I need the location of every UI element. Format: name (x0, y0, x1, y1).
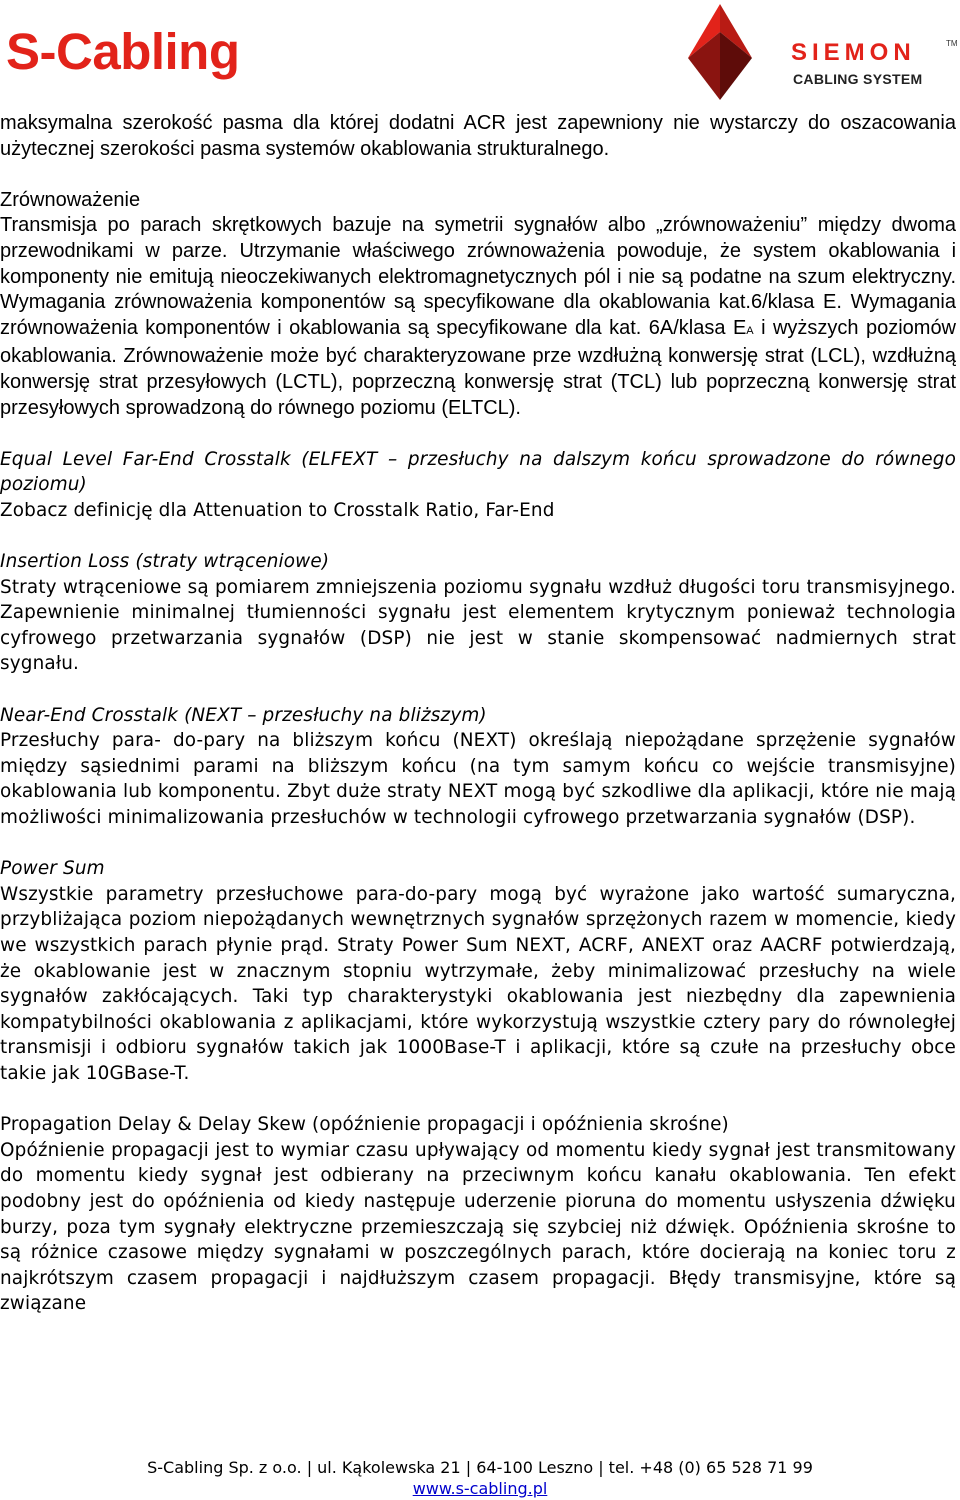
balance-section (0, 188, 956, 421)
footer-website-link[interactable]: www.s-cabling.pl (412, 1479, 548, 1498)
insertion-loss-section (0, 549, 956, 677)
s-cabling-logo: S-Cabling (6, 23, 240, 80)
elfext-section (0, 447, 956, 524)
page-footer (0, 1457, 960, 1499)
balance-text-3: i wyższych poziomów okablowania. Zrównoważenie może być charakteryzowane prze wzdłużną konwersję strat (LCL), wzdłużną konwersję strat przesyłowych (LCTL), poprzeczną konwersję strat (TCL) lub poprzeczną konwersję strat przesyłowych sprowadzoną do równego poziomu (ELTCL). (0, 316, 957, 419)
footer-address: S-Cabling Sp. z o.o. | ul. Kąkolewska 21 | 64-100 Leszno | tel. +48 (0) 65 528 71 99 (147, 1458, 813, 1477)
next-paragraph: Przesłuchy para- do-pary na bliższym końcu (NEXT) określają niepożądane sprzężenie sygnałów między sąsiednimi parami na bliższym końcu (na tym samym końcu co wejście transmisyjne) okablowania lub komponentu. Zbyt duże straty NEXT mogą być szkodliwe dla aplikacji, które nie mają możliwości minimalizowania przesłuchów w technologii cyfrowego przetwarzania sygnałów (DSP). (0, 730, 956, 829)
next-heading: Near-End Crosstalk (NEXT – przesłuchy na bliższym) (0, 704, 487, 726)
siemon-emblem-icon (668, 2, 778, 102)
balance-subscript: A (746, 324, 754, 337)
insertion-loss-paragraph: Straty wtrąceniowe są pomiarem zmniejszenia poziomu sygnału wzdłuż długości toru transmisyjnego. Zapewnienie minimalnej tłumienności sygnału jest elementem krytycznym ponieważ technologia cyfrowego przetwarzania sygnałów (DSP) nie jest w stanie skompensować nadmiernych strat sygnału. (0, 576, 956, 675)
next-section (0, 703, 956, 831)
power-sum-heading: Power Sum (0, 858, 105, 880)
balance-heading: Zrównoważenie (0, 188, 141, 211)
page-header (0, 0, 960, 105)
intro-paragraph: maksymalna szerokość pasma dla której dodatni ACR jest zapewniony nie wystarczy do oszacowania użytecznej szerokości pasma systemów okablowania strukturalnego. (0, 112, 956, 160)
balance-text-1: Transmisja po parach skrętkowych bazuje na symetrii sygnałów albo „zrównoważeniu” między dwoma przewodnikami w parze. (0, 214, 956, 262)
power-sum-paragraph: Wszystkie parametry przesłuchowe para-do-pary mogą być wyrażone jako wartość sumaryczna, przybliżająca poziom niepożądanych wewnętrznych sygnałów sprzężonych razem w momencie, kiedy we wszystkich parach płynie prąd. Straty Power Sum NEXT, ACRF, ANEXT oraz AACRF potwierdzają, że okablowanie jest w znacznym stopniu wytrzymałe, żeby minimalizować przesłuchy na wiele sygnałów zakłócających. Taki typ charakterystyki okablowania jest niezbędny dla zapewnienia kompatybilności okablowania z aplikacjami, które wykorzystują wszystkie cztery pary do równoległej transmisji i odbioru sygnałów takich jak 1000Base-T i aplikacji, które są czułe na przesłuchy obce takie jak 10GBase-T. (0, 883, 956, 1084)
cabling-system-subtitle: CABLING SYSTEM (793, 71, 923, 87)
siemon-wordmark: SIEMON (791, 39, 916, 66)
trademark-mark: TM (946, 39, 958, 48)
intro-section (0, 111, 956, 162)
document-body (0, 111, 956, 1343)
balance-paragraph (0, 213, 956, 421)
elfext-heading: Equal Level Far-End Crosstalk (ELFEXT – przesłuchy na dalszym końcu sprowadzone do równego poziomu) (0, 448, 956, 496)
propagation-heading: Propagation Delay & Delay Skew (opóźnienie propagacji i opóźnienia skrośne) (0, 1114, 729, 1136)
elfext-paragraph: Zobacz definicję dla Attenuation to Crosstalk Ratio, Far-End (0, 499, 555, 521)
propagation-paragraph: Opóźnienie propagacji jest to wymiar czasu upływający od momentu kiedy sygnał jest transmitowany do momentu kiedy sygnał jest odbierany na przeciwnym końcu kanału okablowania. Ten efekt podobny jest do opóźnienia od kiedy następuje uderzenie pioruna do momentu usłyszenia dźwięku burzy, poza tym sygnały elektryczne przemieszczają się szybciej niż dźwięk. Opóźnienia skrośne to są różnice czasowe między sygnałami w poszczególnych parach, które docierają na koniec toru z najkrótszym czasem propagacji i najdłuższym czasem propagacji. Błędy transmisyjne, które są związane (0, 1139, 956, 1315)
balance-text-2: Utrzymanie właściwego zrównoważenia powoduje, że system okablowania i komponenty nie emitują nieoczekiwanych elektromagnetycznych pól i nie są podatne na szum elektryczny. Wymagania zrównoważenia komponentów są specyfikowane dla okablowania kat.6/klasa E. Wymagania zrównoważenia komponentów i okablowania są specyfikowane dla kat. 6A/klasa E (0, 239, 957, 339)
power-sum-section (0, 856, 956, 1086)
insertion-loss-heading: Insertion Loss (straty wtrąceniowe) (0, 551, 330, 573)
propagation-section (0, 1112, 956, 1317)
siemon-logo (668, 2, 958, 102)
